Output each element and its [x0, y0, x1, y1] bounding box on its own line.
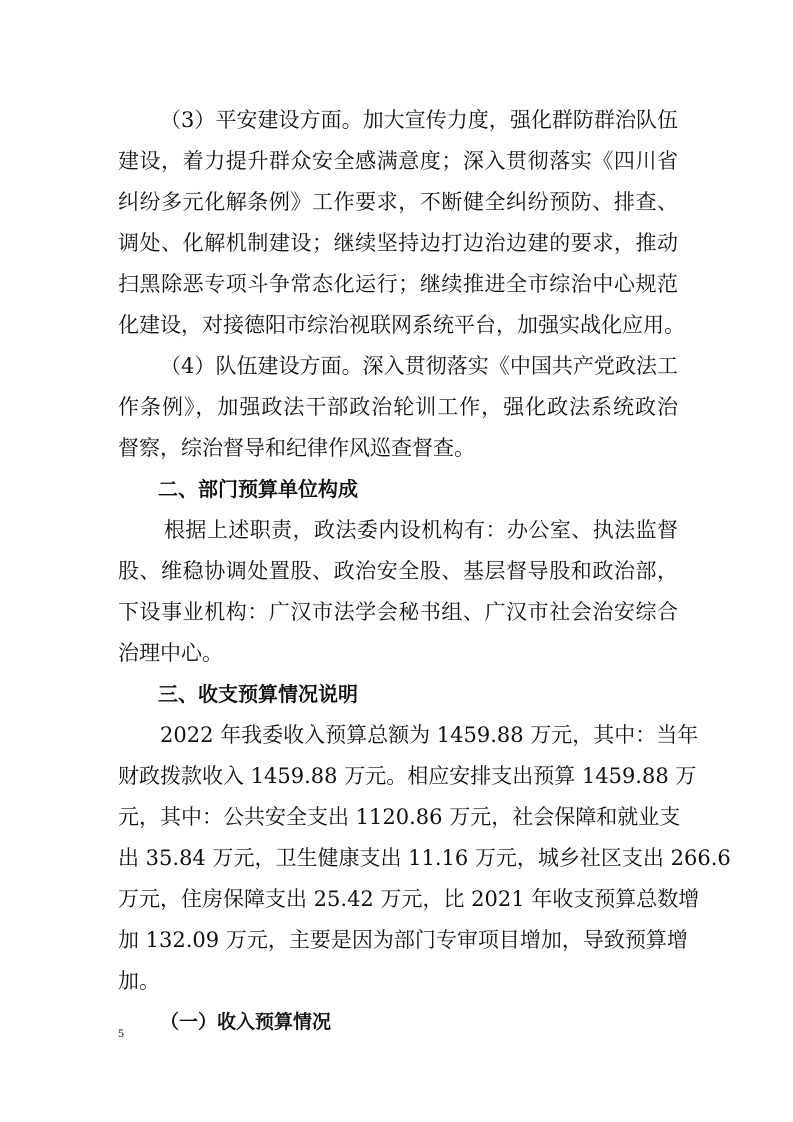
section-heading-budget: 三、收支预算情况说明 — [158, 682, 358, 706]
para-budget-line-4: 出 35.84 万元，卫生健康支出 11.16 万元，城乡社区支出 266.6 — [118, 846, 731, 870]
page-number: 5 — [118, 1026, 124, 1040]
para-units-line-3: 下设事业机构：广汉市法学会秘书组、广汉市社会治安综合 — [118, 600, 678, 624]
para-safety-line-1: （3）平安建设方面。加大宣传力度，强化群防群治队伍 — [160, 108, 678, 132]
para-team-line-3: 督察，综治督导和纪律作风巡查督查。 — [118, 436, 475, 460]
para-team-line-1: （4）队伍建设方面。深入贯彻落实《中国共产党政法工 — [160, 354, 678, 378]
para-budget-line-2: 财政拨款收入 1459.88 万元。相应安排支出预算 1459.88 万 — [118, 764, 697, 788]
para-units-line-1: 根据上述职责，政法委内设机构有：办公室、执法监督 — [164, 518, 678, 542]
para-safety-line-5: 扫黑除恶专项斗争常态化运行；继续推进全市综治中心规范 — [118, 272, 678, 296]
para-units-line-2: 股、维稳协调处置股、政治安全股、基层督导股和政治部， — [118, 559, 678, 583]
para-budget-line-6: 加 132.09 万元，主要是因为部门专审项目增加，导致预算增 — [118, 928, 688, 952]
subheading-income: （一）收入预算情况 — [160, 1011, 332, 1033]
para-budget-line-3: 元，其中：公共安全支出 1120.86 万元，社会保障和就业支 — [118, 805, 681, 829]
para-budget-line-7: 加。 — [118, 969, 160, 993]
para-units-line-4: 治理中心。 — [118, 641, 223, 665]
para-budget-line-1: 2022 年我委收入预算总额为 1459.88 万元，其中：当年 — [160, 723, 699, 747]
para-safety-line-4: 调处、化解机制建设；继续坚持边打边治边建的要求，推动 — [118, 231, 678, 255]
para-safety-line-3: 纠纷多元化解条例》工作要求，不断健全纠纷预防、排查、 — [118, 190, 678, 214]
para-budget-line-5: 万元，住房保障支出 25.42 万元，比 2021 年收支预算总数增 — [118, 887, 700, 911]
para-safety-line-6: 化建设，对接德阳市综治视联网系统平台，加强实战化应用。 — [118, 313, 685, 337]
para-team-line-2: 作条例》，加强政法干部政治轮训工作，强化政法系统政治 — [118, 395, 678, 419]
section-heading-units: 二、部门预算单位构成 — [158, 477, 358, 501]
para-safety-line-2: 建设，着力提升群众安全感满意度；深入贯彻落实《四川省 — [118, 149, 678, 173]
